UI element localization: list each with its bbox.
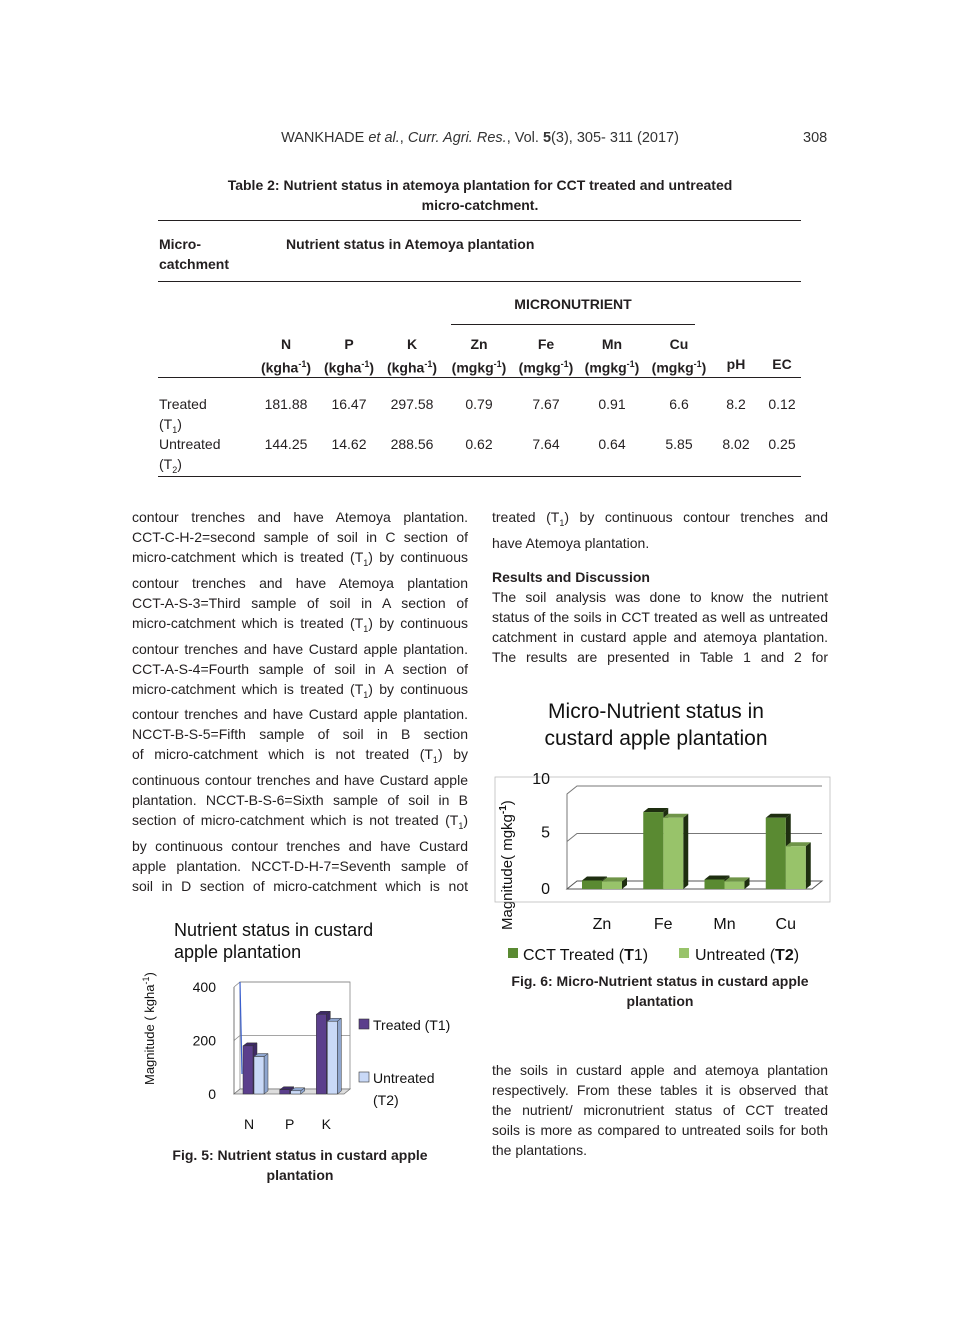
table-bottom-rule [158,476,801,477]
fig6-ylabel-close: ) [499,800,516,806]
fig5-gridline [234,982,350,987]
fig6-title-line1: Micro-Nutrient status in [548,700,764,723]
text-line [132,876,468,896]
text-line [132,613,468,639]
column-header-unit-exp: -1 [693,359,702,369]
col1-header [159,234,229,274]
text-segment: status of the soils in CCT treated as well as untreated [492,609,828,625]
fig5-ylabel [141,972,157,1085]
text-segment: section of micro-catchment which is not treated (T [132,812,459,829]
text-segment: the plantations. [492,1142,587,1158]
column-header-name: EC [772,356,792,372]
table-cell: 181.88 [264,396,308,412]
column-header-unit-line [314,354,384,378]
fig6-legend-swatch-untreated [679,948,689,958]
fig6-ylabel-exp: -1 [498,805,509,815]
column-header-unit-exp: -1 [361,359,370,369]
text-segment: ) by [437,746,468,763]
text-line [492,1060,828,1080]
fig5-bars [243,1011,341,1094]
text-line [132,744,468,770]
fig6-ticks [532,771,550,898]
row-label-t: (T [159,456,173,472]
fig5-tick-label: 400 [192,979,216,995]
table-cell: 8.2 [726,396,746,412]
right-column-intro [492,507,828,553]
fig6-tick-label: 0 [541,881,550,898]
row-label-sub: 1 [172,424,178,435]
text-segment: apple plantation. NCCT-D-H-7=Seventh sample of [132,857,468,874]
text-segment: The soil analysis was done to know the nutrient [492,589,828,605]
column-header-unit-exp: -1 [626,359,635,369]
span-header: Nutrient status in Atemoya plantation [286,236,535,252]
column-header-unit-line [377,354,447,378]
text-segment: plantation. NCCT-B-S-6=Sixth sample of soil in B [132,792,468,809]
column-header-unit-exp: -1 [298,359,307,369]
column-header-unit: (mgkg [518,359,561,376]
text-segment: ) by continuous contour trenches and [564,509,828,525]
text-line [132,836,468,856]
text-subscript: 1 [363,689,369,700]
column-header-unit: (mgkg [584,359,627,376]
column-header-name-line [511,334,581,354]
fig6-legend-untreated-prefix: Untreated ( [695,947,776,964]
text-segment: soils is more as compared to untreated soils for both [492,1122,828,1138]
text-line [492,1100,828,1120]
fig5-category-label: K [321,1116,332,1132]
column-header-unit: (kgha [260,359,299,376]
left-column-text [132,507,468,896]
text-line [492,587,828,607]
header-volume: 5 [542,130,552,146]
text-line [132,770,468,790]
fig6-category-label: Mn [713,916,736,933]
fig6-bar-side [683,814,688,889]
column-header-unit-close: ) [568,359,574,376]
table-cell: 0.25 [768,436,796,452]
text-line [492,1120,828,1140]
column-header-name: Mn [601,336,623,352]
column-header [377,334,447,378]
text-segment: NCCT-B-S-5=Fifth sample of soil in B section [132,726,468,743]
fig6-legend [508,947,799,964]
text-segment: of micro-catchment which is not treated (T [132,746,433,763]
column-header [444,334,514,378]
text-segment: ) [463,812,468,829]
text-segment: respectively. From these tables it is observed that [492,1082,828,1098]
text-line [132,527,468,547]
text-line [132,790,468,810]
results-paragraph-2 [492,1060,828,1160]
column-header-unit-close: ) [369,359,375,376]
micronutrient-rule [451,324,695,325]
fig5-ylabel-exp: -1 [141,976,151,985]
table-cell: 8.02 [722,436,750,452]
column-header-unit-close: ) [634,359,640,376]
fig6-category-label: Fe [653,916,673,933]
table-columns-rule [158,377,801,378]
fig5-bar-side [264,1054,268,1094]
fig5-ylabel-text: Magnitude ( kgha [142,984,157,1085]
table-cell: 0.91 [598,396,626,412]
fig6-tick-label: 5 [541,824,550,842]
text-segment: ) by continuous [368,680,468,697]
fig6-title-line2: custard apple plantation [544,727,768,750]
table-cell: 16.47 [331,396,367,412]
row-label-sub: 2 [172,464,178,475]
column-header-unit-exp: -1 [493,359,502,369]
text-segment: by continuous contour trenches and have Custard [132,837,468,854]
column-header [251,334,321,378]
fig5-bar [291,1091,301,1094]
text-line [492,1080,828,1100]
text-line [492,533,828,553]
fig6-legend-cct-suffix: 1) [633,947,649,964]
col1-header-line1: Micro- [159,236,201,252]
fig5-caption-line1: Fig. 5: Nutrient status in custard apple [172,1147,428,1163]
table-top-rule [158,220,801,221]
text-segment: contour trenches and have Custard apple plantation. [132,640,468,657]
column-header-name-line [444,334,514,354]
fig5-bar [254,1057,264,1094]
fig5-bar [316,1014,326,1094]
text-segment: The results are presented in Table 1 and 2 for [492,649,828,665]
fig6-categories [593,916,796,933]
text-line [132,573,468,593]
text-segment: treated (T [492,509,560,525]
table-cell: 6.6 [669,396,689,412]
fig6-bar [786,846,806,889]
header-etal: et al. [368,130,400,146]
row-label-text: Treated [159,396,207,412]
column-header [511,334,581,378]
text-line [492,627,828,647]
table-cell: 0.62 [465,436,493,452]
fig6-bars [582,808,811,889]
text-segment: micro-catchment which is treated (T [132,549,364,565]
text-subscript: 1 [363,623,369,634]
fig5-bar [327,1021,337,1094]
fig5-legend-swatch-untreated [359,1072,369,1082]
fig6-bar [602,881,622,889]
text-segment: the nutrient/ micronutrient status of CCT treated [492,1102,828,1118]
table-cell: 288.56 [390,436,434,452]
fig6-legend-untreated [695,947,799,964]
fig6-bar [725,881,745,889]
table-cell: 14.62 [331,436,367,452]
fig5-ylabel-close: ) [142,972,157,977]
column-header-unit: (mgkg [451,359,494,376]
text-segment: CCT-A-S-3=Third sample of soil in A section of [132,594,468,611]
column-header-name-line [314,334,384,354]
fig5-title-line1: Nutrient status in custard [174,920,374,940]
results-heading: Results and Discussion [492,569,650,585]
fig5-legend-untreated-line2: (T2) [373,1092,399,1108]
column-header-name: N [280,336,292,352]
column-header-unit: (kgha [323,359,362,376]
text-line [132,724,468,744]
row-label-close: ) [177,416,182,432]
column-header-unit-line [251,354,321,378]
column-header-unit-close: ) [432,359,438,376]
fig5-tick-label: 200 [192,1032,216,1049]
column-header-name: P [344,336,354,352]
row-label-line1 [159,394,207,414]
fig5-category-label: N [243,1116,255,1132]
fig5-legend [359,1017,450,1108]
fig5-caption [132,1145,468,1185]
fig6-caption-line2: plantation [626,993,694,1009]
column-header-name-line [251,334,321,354]
fig5-categories [244,1116,332,1132]
text-segment: micro-catchment which is treated (T [132,614,364,631]
column-header-unit-line [444,354,514,378]
text-segment: the soils in custard apple and atemoya plantation [492,1062,828,1078]
fig6-legend-untreated-suffix: ) [793,947,800,964]
page-number: 308 [803,130,828,146]
column-header-unit-close: ) [701,359,707,376]
fig6-bar [766,818,786,889]
column-header-name: Zn [470,336,488,352]
text-segment: continuous contour trenches and have Custard apple [132,772,468,789]
column-header-unit-close: ) [501,359,507,376]
fig5-category-label: P [284,1116,295,1132]
fig6-ylabel [498,800,516,930]
text-line [132,593,468,613]
column-header-name-line [577,334,647,354]
text-subscript: 1 [458,820,464,831]
column-header-name: K [406,336,418,352]
fig5-legend-treated: Treated (T1) [373,1017,451,1033]
table-header-rule [158,281,801,282]
text-segment: have Atemoya plantation. [492,534,650,551]
fig6-bar [663,818,683,889]
column-header [577,334,647,378]
row-label-text: Untreated [159,436,221,452]
row-label-line1 [159,434,220,454]
fig6-chart [492,692,832,967]
fig6-bar-side [806,842,811,889]
text-subscript: 1 [363,557,369,568]
text-subscript: 1 [559,517,565,528]
header-author: WANKHADE [281,130,365,146]
column-header-name: pH [726,356,746,372]
text-line [132,659,468,679]
fig6-legend-cct-bold: T [624,947,634,964]
table-cell: 297.58 [390,396,434,412]
text-segment: ) by continuous [368,614,468,631]
text-segment: CCT-A-S-4=Fourth sample of soil in A section of [132,660,468,677]
column-header-unit-close: ) [306,359,312,376]
table-cell: 0.64 [598,436,626,452]
text-line [132,547,468,573]
column-header-unit: (mgkg [651,359,694,376]
text-line [492,1140,828,1160]
table-cell: 7.67 [532,396,560,412]
column-header-name: Cu [669,336,689,352]
fig6-bar [582,880,602,889]
header-journal: Curr. Agri. Res. [407,130,507,146]
table-cell: 144.25 [264,436,308,452]
fig6-caption-line1: Fig. 6: Micro-Nutrient status in custard apple [511,973,809,989]
table-caption-line2: micro-catchment. [421,197,539,213]
fig5-title-line2: apple plantation [174,942,302,962]
table-row-label [159,394,207,440]
text-segment: CCT-C-H-2=second sample of soil in C section of [132,529,468,545]
table-row-label [159,434,220,480]
table-caption-line1: Table 2: Nutrient status in atemoya plantation for CCT treated and untreated [227,177,733,193]
fig6-category-label: Cu [775,916,796,933]
text-segment: contour trenches and have Custard apple plantation. [132,706,468,723]
fig6-legend-swatch-cct [508,948,518,958]
column-header-unit-line [577,354,647,378]
text-segment: soil in D section of micro-catchment which is not [132,877,468,894]
fig5-legend-untreated: Untreated [373,1070,435,1086]
text-line [492,607,828,627]
column-header-unit-exp: -1 [560,359,569,369]
column-header-name-line [644,334,714,354]
header-vol-label: Vol. [514,130,539,146]
text-line [132,679,468,705]
text-segment: contour trenches and have Atemoya plantation. [132,509,468,525]
column-header-name-line [377,334,447,354]
text-line [132,507,468,527]
fig6-category-label: Zn [592,916,612,933]
fig6-caption [492,971,828,1011]
fig5-caption-line2: plantation [266,1167,334,1183]
header-comma: , [506,130,511,146]
table-cell: 7.64 [532,436,560,452]
fig6-bar [643,812,663,889]
text-line [492,507,828,533]
fig5-bar-side [337,1018,341,1094]
column-header [747,354,817,374]
fig5-legend-swatch-treated [359,1019,369,1029]
column-header-unit: (kgha [386,359,425,376]
text-subscript: 1 [432,755,438,766]
fig5-ticks [193,979,217,1102]
header-comma: , [399,130,404,146]
fig6-tick-label: 10 [532,771,550,788]
column-header-name: Fe [537,336,555,352]
column-header-unit-exp: -1 [424,359,433,369]
row-label-t: (T [159,416,173,432]
text-segment: contour trenches and have Atemoya plantation [132,574,468,591]
row-label-close: ) [177,456,182,472]
text-line [132,810,468,836]
fig5-bar [280,1090,290,1094]
fig6-ylabel-text: Magnitude( mgkg [499,814,516,930]
fig6-legend-cct [523,947,648,964]
text-segment: catchment in custard apple and atemoya plantation. [492,629,828,645]
table-cell: 0.79 [465,396,493,412]
text-line [132,639,468,659]
fig6-legend-cct-prefix: CCT Treated ( [523,947,625,964]
table-cell: 0.12 [768,396,796,412]
fig6-bar [705,880,725,890]
text-segment: ) by continuous [368,549,468,565]
results-paragraph-1 [492,587,828,667]
column-header [314,334,384,378]
micronutrient-header: MICRONUTRIENT [514,296,632,312]
fig5-tick-label: 0 [208,1086,216,1102]
fig6-legend-untreated-bold: T2 [775,947,794,964]
table-cell: 5.85 [665,436,693,452]
fig5-chart [132,915,472,1140]
fig5-bar [243,1046,253,1094]
text-line [132,704,468,724]
column-header-unit-line [511,354,581,378]
column-header-name-line [747,354,817,374]
text-line [132,856,468,876]
text-segment: micro-catchment which is treated (T [132,680,364,697]
col1-header-line2: catchment [159,256,230,272]
header-rest: (3), 305- 311 (2017) [551,130,679,146]
table-caption [160,175,800,215]
text-line [492,647,828,667]
